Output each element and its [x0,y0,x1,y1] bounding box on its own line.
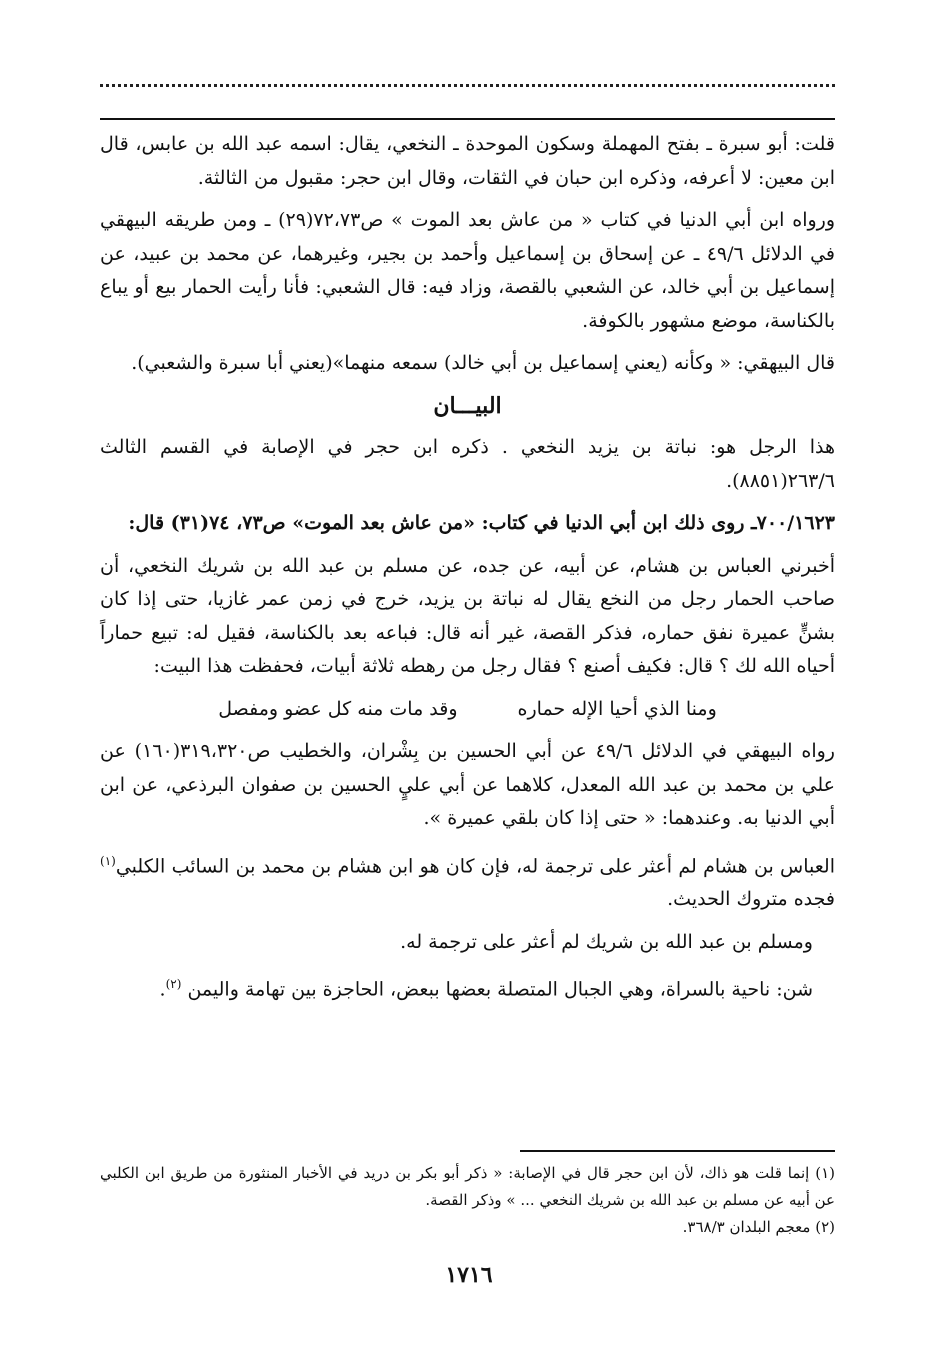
main-text [100,128,835,1016]
footnote-ref-1[interactable]: (١) [100,853,116,868]
paragraph-report: أخبرني العباس بن هشام، عن أبيه، عن جده، عن مسلم بن عبد الله بن شريك النخعي، أن صاحب الحمار رجل من النخع يقال له نباتة بن يزيد، خرج في زمن عمر غازيا، حتى إذا كان بشنٍّ عميرة نفق حماره، فذكر القصة، غير أنه قال: فباعه بعد بالكناسة، فقيل له: تبيع حماراً أحياه الله لك ؟ قال: فكيف أصنع ؟ فقال رجل من رهطه ثلاثة أبيات، فحفظت هذا البيت: [100,554,835,677]
poetry-verse [100,693,835,727]
footnotes [100,1160,835,1241]
abbas-text: العباس بن هشام لم أعثر على ترجمة له، فإن كان هو ابن هشام بن محمد بن السائب الكلبي [115,854,835,877]
section-heading: البيـــان [433,392,502,419]
page-number: ١٧١٦ [445,1262,493,1288]
shann-period: . [159,978,166,1001]
footnote-1: (١) إنما قلت هو ذاك، لأن ابن حجر قال في الإصابة: « ذكر أبو بكر بن دريد في الأخبار المنثورة من طريق ابن الكلبي عن أبيه عن مسلم بن عبد الله بن شريك النخعي ... » وذكر القصة. [100,1164,835,1209]
paragraph-abbas [100,845,835,917]
shann-text: شن: ناحية بالسراة، وهي الجبال المتصلة بعضها ببعض، الحاجزة بين تهامة واليمن [187,978,813,1001]
paragraph-takhrij: رواه البيهقي في الدلائل ٤٩/٦ عن أبي الحسين بن بِشْران، والخطيب ص٣١٩،٣٢٠(١٦٠) عن علي بن محمد بن عبد الله المعدل، كلاهما عن أبي عليٍ الحسين بن صفوان البرذعي، عن ابن أبي الدنيا به. وعندهما: « حتى إذا كان بلقي عميرة ». [100,740,835,829]
footnote-2: (٢) معجم البلدان ٣٦٨/٣. [682,1218,835,1236]
paragraph-narration: ورواه ابن أبي الدنيا في كتاب « من عاش بعد الموت » ص٧٢،٧٣(٢٩) ـ ومن طريقه البيهقي في الدلائل ٤٩/٦ ـ عن إسحاق بن إسماعيل وأحمد بن بجير، وغيرهما، عن محمد بن عبيد، عن إسماعيل بن أبي خالد، عن الشعبي بالقصة، وزاد فيه: قال الشعبي: فأنا رأيت الحمار بيع أو يباع بالكناسة، موضع مشهور بالكوفة. [100,209,835,332]
verse-first-hemistich: ومنا الذي أحيا الإله حماره [517,697,717,720]
abbas-text-end: فجده متروك الحديث. [667,888,835,911]
footnote-ref-2[interactable]: (٢) [165,977,182,992]
header-dotted-line [100,84,835,87]
paragraph-note: قلت: أبو سبرة ـ بفتح المهملة وسكون الموحدة ـ النخعي، يقال: اسمه عبد الله بن عابس، قال ابن معين: لا أعرفه، وذكره ابن حبان في الثقات، وقال ابن حجر: مقبول من الثالثة. [100,133,835,189]
paragraph-shann [100,968,835,1007]
paragraph-hadith-number: ٧٠٠/١٦٢٣ـ روى ذلك ابن أبي الدنيا في كتاب: «من عاش بعد الموت» ص٧٣، ٧٤(٣١) قال: [128,512,835,534]
footnote-rule [520,1150,835,1152]
paragraph-bayhaqi-quote: قال البيهقي: « وكأنه (يعني إسماعيل بن أبي خالد) سمعه منهما»(يعني أبا سبرة والشعبي). [131,352,835,374]
verse-second-hemistich: وقد مات منه كل عضو ومفصل [218,697,458,720]
paragraph-explanation: هذا الرجل هو: نباتة بن يزيد النخعي . ذكره ابن حجر في الإصابة في القسم الثالث ٢٦٣/٦(٨٨٥١). [100,436,835,492]
header-rule [100,118,835,120]
paragraph-muslim: ومسلم بن عبد الله بن شريك لم أعثر على ترجمة له. [400,930,813,953]
